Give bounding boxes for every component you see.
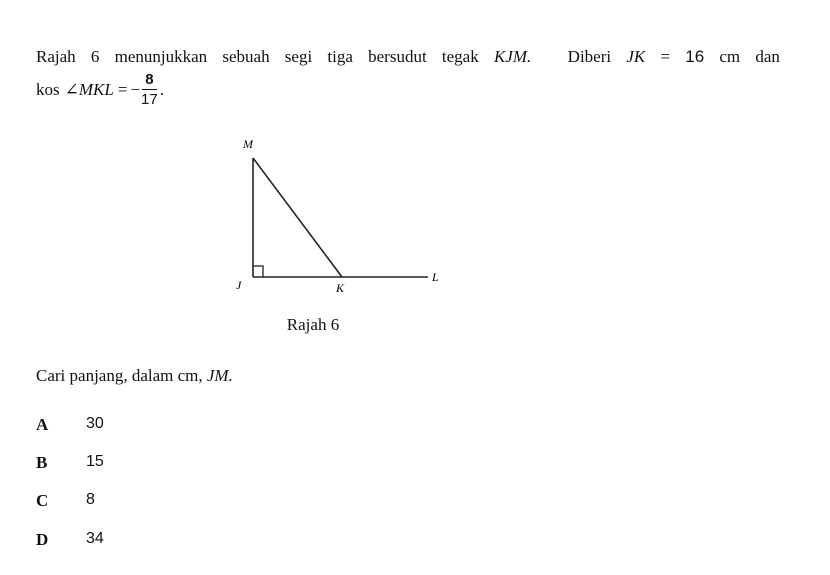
option-value: 8 [86,491,95,508]
jk-label: JK [626,47,646,66]
triangle-name: KJM. [493,47,532,66]
option-value: 30 [86,415,104,432]
side-mk [253,158,342,277]
fraction-numerator: 8 [142,72,156,90]
label-m: M [243,137,253,151]
unit-cm: cm [719,47,741,66]
equals-sign: = [117,79,128,99]
option-c[interactable] [36,491,95,511]
angle-symbol: ∠ [64,79,79,99]
jk-value: 16 [685,47,705,66]
question-ask [36,366,233,386]
stem-word: Rajah [36,47,76,66]
option-letter: A [36,415,49,434]
equals-sign: = [660,47,671,66]
option-b[interactable] [36,453,104,473]
label-j: J [236,278,242,292]
minus-sign: − [130,79,141,99]
stem-word: bersudut [368,47,427,66]
figure-caption: Rajah 6 [286,315,340,334]
stem-word: menunjukkan [114,47,208,66]
option-value: 34 [86,530,104,547]
fraction-denominator: 17 [141,91,158,108]
option-letter: D [36,530,49,549]
option-a[interactable] [36,415,104,435]
ask-target: JM. [206,366,233,385]
stem-word: tiga [327,47,353,66]
stem-word: segi [284,47,313,66]
stem-word: 6 [90,47,100,66]
kos-prefix: kos [36,79,60,99]
ask-prefix: Cari panjang, dalam cm, [36,366,203,385]
diberi-word: Diberi [567,47,612,66]
option-d[interactable] [36,530,104,550]
option-value: 15 [86,453,104,470]
stem-word: tegak [441,47,479,66]
period: . [159,79,164,99]
option-letter: C [36,491,49,510]
option-letter: B [36,453,48,472]
right-angle-mark [253,266,263,277]
stem-word: sebuah [222,47,270,66]
dan-word: dan [755,47,780,66]
label-k: K [336,281,345,295]
angle-name: MKL [78,79,114,99]
label-l: L [432,270,439,284]
